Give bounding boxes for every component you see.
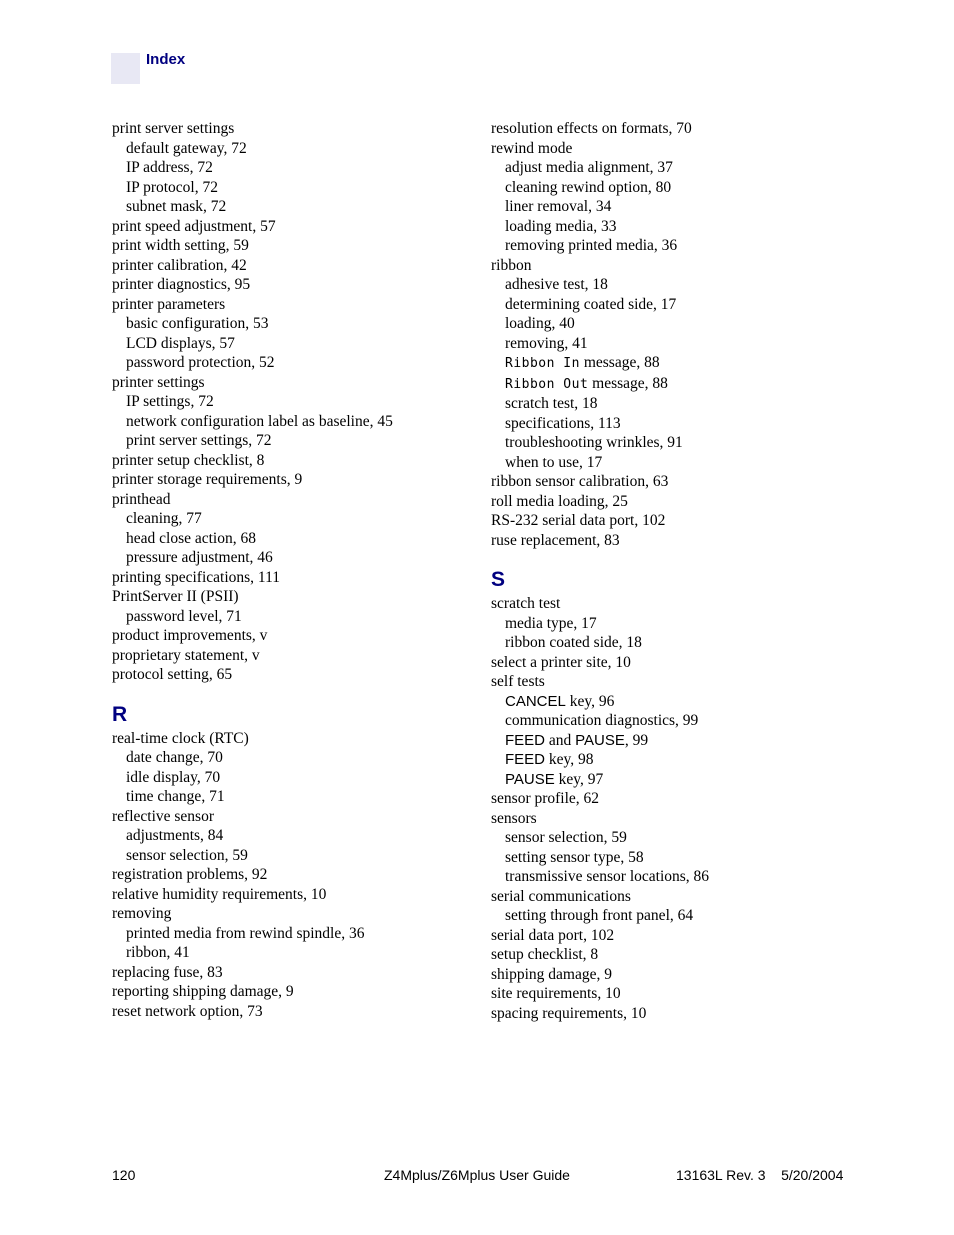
index-subentry (112, 353, 492, 373)
index-column-right (491, 119, 871, 1023)
index-subentry (491, 197, 871, 217)
index-entry (112, 256, 492, 276)
index-subentry (112, 178, 492, 198)
index-entry (112, 963, 492, 983)
index-entry (491, 789, 871, 809)
index-subentry (112, 314, 492, 334)
index-term-sans: PAUSE (505, 770, 555, 788)
index-letter-heading (491, 568, 871, 592)
index-subentry (112, 412, 492, 432)
index-term-lcd: Ribbon Out (505, 376, 589, 392)
index-text: registration problems, 92 (112, 866, 268, 883)
index-text: protocol setting, 65 (112, 666, 233, 683)
index-text: setup checklist, 8 (491, 946, 599, 963)
index-entry (491, 119, 871, 139)
index-text: printer parameters (112, 295, 226, 313)
index-subentry (491, 867, 871, 887)
index-subentry (491, 217, 871, 237)
index-subentry (491, 374, 871, 395)
index-entry (491, 887, 871, 907)
index-text: scratch test, 18 (505, 395, 598, 412)
index-text: when to use, 17 (505, 453, 603, 471)
index-subentry (112, 334, 492, 354)
index-entry (112, 626, 492, 646)
index-text: printed media from rewind spindle, 36 (126, 924, 365, 942)
index-text: communication diagnostics, 99 (505, 712, 699, 729)
index-entry (491, 594, 871, 614)
index-text: print speed adjustment, 57 (112, 217, 276, 235)
index-text: printer calibration, 42 (112, 256, 247, 274)
index-text: serial communications (491, 887, 631, 905)
index-text: setting sensor type, 58 (505, 848, 644, 866)
index-entry (112, 236, 492, 256)
index-text: determining coated side, 17 (505, 295, 677, 313)
index-text: key, 98 (545, 751, 594, 768)
index-entry (112, 470, 492, 490)
index-text: loading, 40 (505, 315, 575, 332)
index-subentry (112, 139, 492, 159)
index-entry (491, 809, 871, 829)
index-subentry (112, 158, 492, 178)
index-text: proprietary statement, v (112, 646, 260, 664)
index-text: R (112, 702, 128, 726)
index-text: ruse replacement, 83 (491, 531, 620, 549)
index-term-sans: FEED (505, 731, 546, 749)
index-subentry (491, 770, 871, 790)
index-entry (112, 490, 492, 510)
index-text: printhead (112, 490, 171, 508)
index-text: print server settings, 72 (126, 432, 272, 449)
index-subentry (491, 275, 871, 295)
index-text: printing specifications, 111 (112, 568, 281, 586)
index-text: removing (112, 905, 172, 922)
index-entry (112, 865, 492, 885)
index-text: specifications, 113 (505, 414, 621, 432)
index-subentry (491, 906, 871, 926)
index-entry (112, 119, 492, 139)
index-text: reset network option, 73 (112, 1002, 263, 1020)
index-entry (112, 904, 492, 924)
index-text: print width setting, 59 (112, 237, 249, 254)
index-text: replacing fuse, 83 (112, 963, 223, 981)
index-entry (491, 926, 871, 946)
index-text: resolution effects on formats, 70 (491, 120, 692, 137)
index-text: ribbon (491, 256, 532, 274)
index-entry (112, 729, 492, 749)
index-text: printer diagnostics, 95 (112, 276, 251, 293)
index-text: relative humidity requirements, 10 (112, 885, 327, 903)
index-subentry (491, 828, 871, 848)
index-subentry (112, 548, 492, 568)
index-text: adjust media alignment, 37 (505, 159, 673, 176)
index-text: RS-232 serial data port, 102 (491, 512, 666, 529)
index-entry (112, 275, 492, 295)
index-entry (112, 1002, 492, 1022)
index-subentry (112, 924, 492, 944)
index-text: shipping damage, 9 (491, 965, 612, 983)
index-entry (112, 646, 492, 666)
index-subentry (112, 529, 492, 549)
index-entry (112, 451, 492, 471)
index-text: subnet mask, 72 (126, 198, 227, 215)
index-text: print server settings (112, 120, 235, 137)
index-term-sans: PAUSE (575, 731, 625, 749)
index-subentry (491, 314, 871, 334)
index-letter-heading (112, 703, 492, 727)
index-text: self tests (491, 673, 545, 690)
index-subentry (491, 295, 871, 315)
index-text: real-time clock (RTC) (112, 729, 249, 747)
guide-title: Z4Mplus/Z6Mplus User Guide (384, 1167, 570, 1183)
index-entry (491, 531, 871, 551)
index-text: scratch test (491, 595, 561, 612)
index-entry (112, 885, 492, 905)
index-text: roll media loading, 25 (491, 492, 628, 510)
index-subentry (491, 178, 871, 198)
index-text: date change, 70 (126, 749, 223, 766)
index-column-left (112, 119, 492, 1021)
index-entry (491, 1004, 871, 1024)
index-subentry (112, 787, 492, 807)
index-entry (491, 653, 871, 673)
index-subentry (491, 692, 871, 712)
index-text: site requirements, 10 (491, 985, 621, 1002)
index-text: password level, 71 (126, 607, 242, 625)
index-text: serial data port, 102 (491, 926, 615, 944)
index-text: message, 88 (588, 374, 668, 392)
index-text: key, 97 (554, 770, 604, 788)
index-subentry (491, 633, 871, 653)
index-text: select a printer site, 10 (491, 653, 631, 671)
index-text: transmissive sensor locations, 86 (505, 868, 710, 885)
page-number: 120 (112, 1167, 136, 1183)
index-text: key, 96 (565, 692, 615, 710)
index-text: ribbon sensor calibration, 63 (491, 473, 669, 490)
index-text: sensor selection, 59 (505, 829, 627, 846)
index-subentry (112, 509, 492, 529)
index-text: cleaning, 77 (126, 510, 202, 527)
index-text: liner removal, 34 (505, 198, 612, 215)
index-subentry (112, 607, 492, 627)
index-entry (491, 965, 871, 985)
index-text: removing, 41 (505, 334, 588, 352)
index-subentry (491, 750, 871, 770)
index-subentry (491, 353, 871, 374)
index-subentry (112, 846, 492, 866)
index-text: adhesive test, 18 (505, 276, 608, 293)
index-subentry (491, 731, 871, 751)
index-text: troubleshooting wrinkles, 91 (505, 434, 683, 451)
index-text: product improvements, v (112, 627, 268, 644)
index-entry (112, 295, 492, 315)
header-tab-marker (111, 53, 140, 84)
index-entry (491, 511, 871, 531)
index-subentry (112, 431, 492, 451)
index-text: setting through front panel, 64 (505, 907, 694, 924)
index-term-sans: CANCEL (505, 692, 566, 710)
index-text: network configuration label as baseline, 45 (126, 412, 393, 430)
index-subentry (112, 748, 492, 768)
index-subentry (112, 392, 492, 412)
index-term-lcd: Ribbon In (505, 356, 580, 371)
index-text: sensors (491, 809, 537, 827)
index-text: adjustments, 84 (126, 827, 224, 844)
index-entry (112, 665, 492, 685)
index-text: loading media, 33 (505, 217, 617, 235)
index-entry (491, 492, 871, 512)
index-subentry (491, 433, 871, 453)
index-text: rewind mode (491, 139, 573, 157)
index-text: ribbon, 41 (126, 944, 190, 961)
index-entry (491, 672, 871, 692)
index-subentry (491, 158, 871, 178)
index-subentry (112, 826, 492, 846)
index-text: removing printed media, 36 (505, 237, 678, 254)
index-text: spacing requirements, 10 (491, 1004, 647, 1022)
index-term-sans: FEED (505, 751, 546, 768)
section-title: Index (146, 51, 186, 68)
index-text: default gateway, 72 (126, 139, 247, 157)
revision-date: 13163L Rev. 3 5/20/2004 (676, 1167, 844, 1183)
index-text: basic configuration, 53 (126, 315, 269, 332)
index-text: password protection, 52 (126, 354, 275, 371)
index-subentry (491, 711, 871, 731)
index-text: idle display, 70 (126, 768, 221, 786)
index-text: IP protocol, 72 (126, 178, 218, 196)
index-text: printer settings (112, 373, 205, 391)
index-text: and (545, 731, 576, 749)
index-entry (112, 807, 492, 827)
index-text: reflective sensor (112, 807, 214, 825)
index-text: printer setup checklist, 8 (112, 451, 265, 469)
index-subentry (491, 453, 871, 473)
index-entry (112, 217, 492, 237)
index-entry (112, 587, 492, 607)
index-entry (112, 568, 492, 588)
index-subentry (491, 848, 871, 868)
index-subentry (491, 236, 871, 256)
index-entry (112, 373, 492, 393)
index-entry (491, 472, 871, 492)
index-subentry (491, 414, 871, 434)
index-text: time change, 71 (126, 788, 225, 805)
index-subentry (112, 197, 492, 217)
index-text: reporting shipping damage, 9 (112, 983, 294, 1000)
index-text: cleaning rewind option, 80 (505, 178, 672, 196)
index-entry (491, 945, 871, 965)
index-subentry (112, 943, 492, 963)
index-entry (112, 982, 492, 1002)
index-text: media type, 17 (505, 614, 597, 632)
index-entry (491, 984, 871, 1004)
index-text: message, 88 (579, 354, 660, 371)
index-subentry (112, 768, 492, 788)
index-entry (491, 139, 871, 159)
index-subentry (491, 394, 871, 414)
index-text: LCD displays, 57 (126, 334, 235, 352)
index-subentry (491, 614, 871, 634)
index-text: sensor profile, 62 (491, 790, 600, 807)
index-text: pressure adjustment, 46 (126, 549, 273, 566)
index-text: PrintServer II (PSII) (112, 588, 239, 605)
index-text: IP address, 72 (126, 159, 213, 176)
index-text: , 99 (624, 731, 649, 749)
index-text: ribbon coated side, 18 (505, 634, 642, 651)
index-text: head close action, 68 (126, 529, 256, 547)
index-text: S (491, 568, 506, 591)
index-entry (491, 256, 871, 276)
index-subentry (491, 334, 871, 354)
index-text: IP settings, 72 (126, 393, 214, 410)
index-text: printer storage requirements, 9 (112, 471, 303, 488)
index-text: sensor selection, 59 (126, 846, 248, 864)
